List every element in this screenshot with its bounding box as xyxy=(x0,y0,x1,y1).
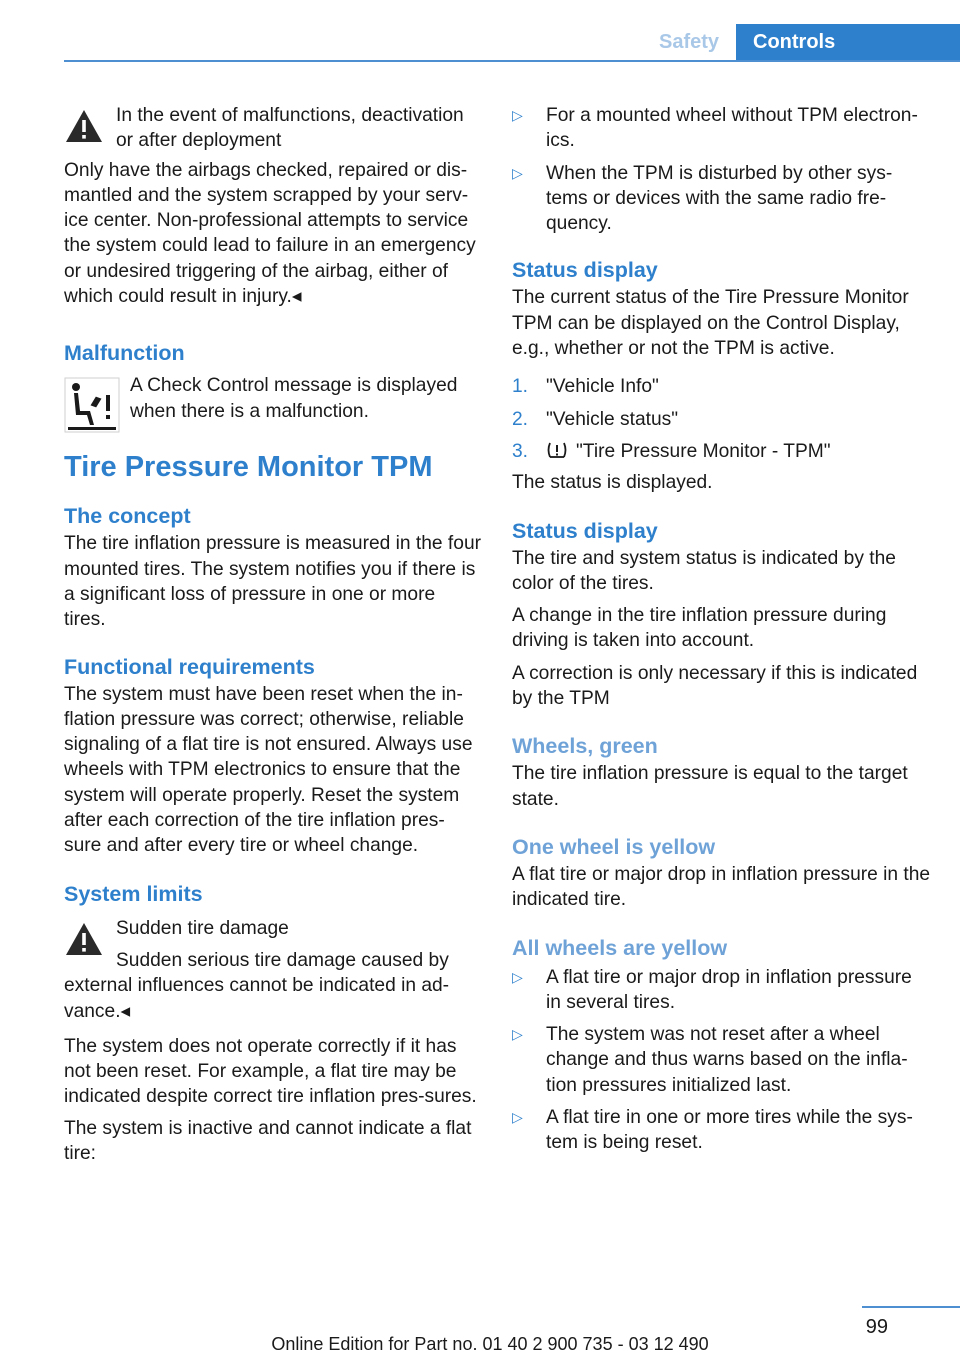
list-item: ▷ When the TPM is disturbed by other sys-tems or devices with the same radio fre-quency. xyxy=(512,162,893,235)
malfunction-block xyxy=(64,373,482,435)
airbag-malfunction-icon xyxy=(64,377,120,433)
inactive-conditions-list xyxy=(512,103,932,236)
warning-body: Sudden serious tire damage caused by external influences cannot be indicated in ad-vance.◂ xyxy=(64,949,450,1022)
left-column xyxy=(64,103,482,1166)
list-item: 1. "Vehicle Info" xyxy=(512,376,659,398)
all-wheels-yellow-heading: All wheels are yellow xyxy=(512,935,728,960)
footer-rule xyxy=(862,1306,960,1308)
footer-edition: Online Edition for Part no. 01 40 2 900 735 - 03 12 490 xyxy=(271,1334,709,1354)
functional-heading: Functional requirements xyxy=(64,654,315,679)
malfunction-text: A Check Control message is displayed when there is a malfunction. xyxy=(130,375,458,422)
warning-title: Sudden tire damage xyxy=(116,917,289,939)
malfunction-heading: Malfunction xyxy=(64,341,185,366)
status-text-2: A change in the tire inflation pressure during driving is taken into account. xyxy=(512,605,887,652)
page-number: 99 xyxy=(865,1316,888,1338)
status-text-3: A correction is only necessary if this is indicated by the TPM xyxy=(512,662,918,710)
header-tab-safety: Safety xyxy=(658,31,720,53)
status-display-heading: Status display xyxy=(512,258,658,283)
status-displayed-text: The status is displayed. xyxy=(512,472,713,494)
list-item: ▷ A flat tire in one or more tires while the sys-tem is being reset. xyxy=(512,1107,913,1154)
status-display-text: The current status of the Tire Pressure Monitor TPM can be displayed on the Control Display, e.g., whether or not the TPM is active. xyxy=(512,287,909,360)
list-item: 3. "Tire Pressure Monitor - TPM" xyxy=(512,440,831,462)
limits-heading: System limits xyxy=(64,881,203,906)
airbag-warning xyxy=(64,103,482,154)
bullet-marker-icon: ▷ xyxy=(512,107,523,123)
warning-triangle-icon xyxy=(64,921,104,957)
tire-damage-warning xyxy=(64,916,482,941)
tpm-heading: Tire Pressure Monitor TPM xyxy=(64,451,433,484)
limits-text-2: The system is inactive and cannot indicate a flat tire: xyxy=(64,1117,472,1165)
wheels-green-heading: Wheels, green xyxy=(512,734,658,759)
list-item: 2. "Vehicle status" xyxy=(512,408,679,430)
status-text-1: The tire and system status is indicated by the color of the tires. xyxy=(512,547,896,594)
warning-title: In the event of malfunctions, deactivation or after deployment xyxy=(116,105,464,152)
bullet-marker-icon: ▷ xyxy=(512,1026,523,1043)
concept-heading: The concept xyxy=(64,504,191,529)
header-rule xyxy=(64,60,960,62)
right-column xyxy=(512,103,932,1156)
warning-body: Only have the airbags checked, repaired or dis-mantled and the system scrapped by your serv-ice center. Non-professional attempts to service the system could lead to failure in an emergency or undesired triggering of the airbag, either of which could result in injury.◂ xyxy=(64,159,476,308)
bullet-marker-icon: ▷ xyxy=(512,164,523,181)
list-item: ▷ The system was not reset after a wheel change and thus warns based on the infla-tion pressures initialized last. xyxy=(512,1024,908,1096)
concept-text: The tire inflation pressure is measured in the four mounted tires. The system notifies you if there is a significant loss of pressure in one or more tires. xyxy=(64,533,482,631)
one-wheel-yellow-heading: One wheel is yellow xyxy=(512,834,716,859)
list-item: ▷ For a mounted wheel without TPM electron-ics. xyxy=(512,105,918,152)
wheels-green-text: The tire inflation pressure is equal to the target state. xyxy=(512,763,908,810)
one-wheel-yellow-text: A flat tire or major drop in inflation pressure in the indicated tire. xyxy=(512,863,931,911)
limits-text-1: The system does not operate correctly if it has not been reset. For example, a flat tire may be indicated despite correct tire inflation pres-sures. xyxy=(64,1035,477,1108)
header-tab-controls: Controls xyxy=(736,24,960,61)
status-display-heading-2: Status display xyxy=(512,518,658,543)
menu-steps-list xyxy=(512,374,932,464)
list-item: ▷ A flat tire or major drop in inflation pressure in several tires. xyxy=(512,966,912,1013)
functional-text: The system must have been reset when the in-flation pressure was correct; otherwise, reliable signaling of a flat tire is not ensured. Always use wheels with TPM electronics to ensure that the system will operate properly. Reset the system after each correction of the tire inflation pres-sure and after every tire or wheel change. xyxy=(64,683,473,857)
all-wheels-yellow-list xyxy=(512,965,932,1156)
bullet-marker-icon: ▷ xyxy=(512,968,523,985)
tire-pressure-icon xyxy=(546,440,568,460)
warning-triangle-icon xyxy=(64,108,104,144)
bullet-marker-icon: ▷ xyxy=(512,1109,523,1126)
